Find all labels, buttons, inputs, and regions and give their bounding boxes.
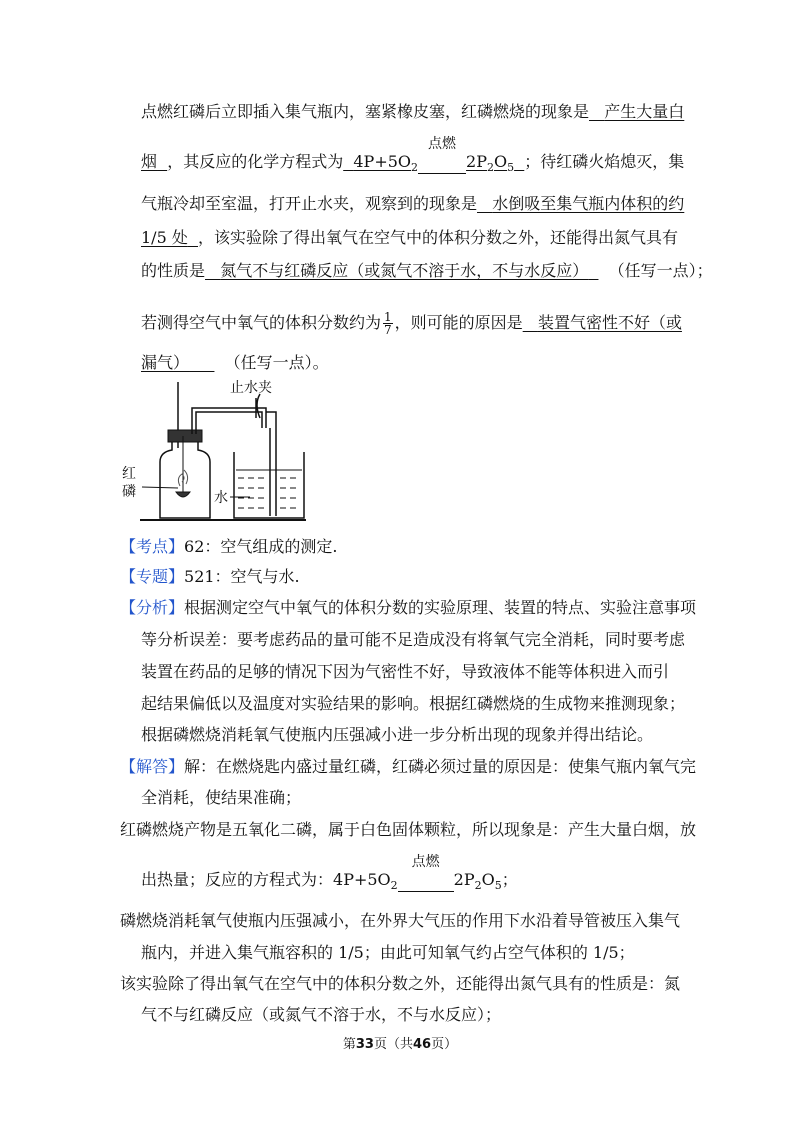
page-footer: 第33页（共46页） bbox=[342, 1037, 458, 1052]
water-level bbox=[236, 470, 302, 508]
gas-bottle bbox=[160, 440, 210, 518]
fraction-one-seventh: $\frac{1}{7}$ bbox=[384, 310, 392, 337]
answer-smoke: 产生大量白 bbox=[604, 102, 685, 121]
answer-phenomenon: 水倒吸至集气瓶内体积的约 bbox=[492, 194, 685, 213]
label-water: 水 bbox=[214, 490, 228, 506]
jieda-line-3: 红磷燃烧产物是五氧化二磷，属于白色固体颗粒，所以现象是：产生大量白烟，放 bbox=[120, 820, 697, 839]
answer-phenomenon-cont: 1/5 处 bbox=[141, 228, 188, 247]
question-line-1: 点燃红磷后立即插入集气瓶内，塞紧橡皮塞，红磷燃烧的现象是 产生大量白 bbox=[141, 102, 685, 121]
label-phosphorus-1: 红 bbox=[122, 466, 136, 482]
jieda-line-5: 磷燃烧消耗氧气使瓶内压强减小，在外界大气压的作用下水沿着导管被压入集气 bbox=[120, 911, 681, 930]
fenxi-line-3: 装置在药品的足够的情况下因为气密性不好，导致液体不能等体积进入而引 bbox=[141, 662, 670, 681]
jieda-tag: 【解答】 bbox=[120, 757, 185, 776]
label-clamp: 止水夹 bbox=[230, 380, 272, 396]
jieda-line-1: 【解答】解：在燃烧匙内盛过量红磷，红磷必须过量的原因是：使集气瓶内氧气完 bbox=[120, 757, 697, 776]
water-stop-clamp-icon bbox=[256, 394, 260, 418]
jieda-line-7: 该实验除了得出氧气在空气中的体积分数之外，还能得出氮气具有的性质是：氮 bbox=[120, 974, 681, 993]
apparatus-diagram bbox=[110, 378, 330, 528]
kaodian-line: 【考点】62：空气组成的测定. bbox=[120, 537, 338, 556]
fenxi-tag: 【分析】 bbox=[120, 598, 185, 617]
question-line-7: 漏气） （任写一点）。 bbox=[141, 353, 329, 372]
page-number: 33 bbox=[355, 1037, 374, 1052]
question-line-3: 气瓶冷却至室温，打开止水夹，观察到的现象是 水倒吸至集气瓶内体积的约 bbox=[141, 194, 685, 213]
fenxi-line-2: 等分析误差：要考虑药品的量可能不足造成没有将氧气完全消耗，同时要考虑 bbox=[141, 630, 686, 649]
jieda-line-2: 全消耗，使结果准确； bbox=[141, 788, 302, 807]
fenxi-line-5: 根据磷燃烧消耗氧气使瓶内压强减小进一步分析出现的现象并得出结论。 bbox=[141, 725, 654, 744]
kaodian-tag: 【考点】 bbox=[120, 537, 185, 556]
answer-equation: $4P+5O_2$ 点燃 $2P_2O_5$ bbox=[353, 136, 515, 175]
question-line-4: 1/5 处 ，该实验除了得出氧气在空气中的体积分数之外，还能得出氮气具有 bbox=[141, 228, 679, 247]
equation-arrow-2: 点燃 bbox=[398, 869, 454, 892]
question-line-2: 烟 ，其反应的化学方程式为 $4P+5O_2$ 点燃 $2P_2O_5$ ；待红磷火焰熄灭，集 bbox=[141, 136, 685, 175]
answer-reason: 装置气密性不好（或 bbox=[537, 313, 682, 332]
jieda-line-8: 气不与红磷反应（或氮气不溶于水，不与水反应）； bbox=[141, 1005, 502, 1024]
zhuanti-line: 【专题】521：空气与水. bbox=[120, 567, 300, 586]
question-line-6: 若测得空气中氧气的体积分数约为 $\frac{1}{7}$ ，则可能的原因是 装置气密性不好（或 bbox=[141, 310, 682, 337]
question-line-5: 的性质是 氮气不与红磷反应（或氮气不溶于水，不与水反应） （任写一点）； bbox=[141, 261, 713, 280]
equation-arrow: 点燃 bbox=[418, 151, 466, 174]
zhuanti-tag: 【专题】 bbox=[120, 567, 185, 586]
combustion-spoon bbox=[176, 492, 190, 497]
page-total: 46 bbox=[413, 1037, 432, 1052]
label-phosphorus-2: 磷 bbox=[122, 484, 136, 500]
jieda-line-6: 瓶内，并进入集气瓶容积的 1/5；由此可知氧气约占空气体积的 1/5； bbox=[141, 943, 635, 962]
answer-nitrogen: 氮气不与红磷反应（或氮气不溶于水，不与水反应） bbox=[220, 261, 589, 280]
equation-2: $4P+5O_2$ 点燃 $2P_2O_5$； bbox=[333, 854, 518, 893]
rubber-stopper bbox=[168, 430, 202, 442]
answer-smoke-cont: 烟 bbox=[141, 152, 158, 171]
fenxi-line-1: 【分析】根据测定空气中氧气的体积分数的实验原理、装置的特点、实验注意事项 bbox=[120, 598, 697, 617]
fenxi-line-4: 起结果偏低以及温度对实验结果的影响。根据红磷燃烧的生成物来推测现象； bbox=[141, 694, 686, 713]
answer-reason-cont: 漏气） bbox=[141, 353, 190, 372]
jieda-line-4: 出热量；反应的方程式为：$4P+5O_2$ 点燃 $2P_2O_5$； bbox=[141, 854, 518, 893]
